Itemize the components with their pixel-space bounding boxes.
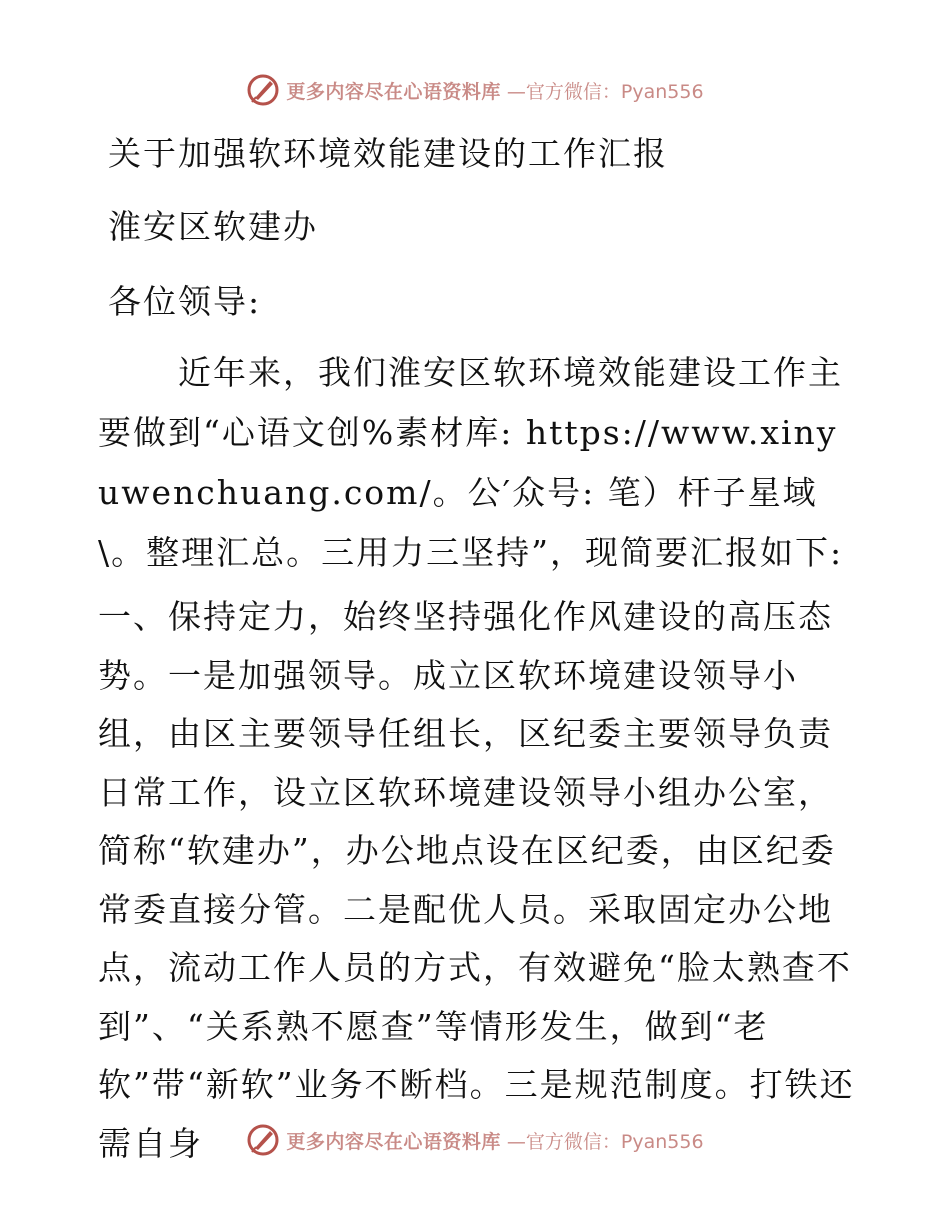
paragraph-intro: 近年来，我们淮安区软环境效能建设工作主要做到“心语文创%素材库: https://www.xinyuwenchuang.com/。公′众号: 笔）杆子星域\。整理汇总。三用力三坚持”，现简要汇报如下:: [98, 353, 844, 572]
document-salutation: 各位领导:: [108, 282, 262, 321]
quill-logo-icon: [246, 1123, 280, 1157]
banner-promo-text: 更多内容尽在心语资料库: [286, 80, 501, 103]
banner-wechat-text: —官方微信：Pyan556: [506, 1130, 704, 1153]
header-banner: [0, 70, 950, 110]
banner-wechat-text: —官方微信：Pyan556: [506, 80, 704, 103]
document-title: 关于加强软环境效能建设的工作汇报: [108, 134, 668, 173]
banner-promo-text: 更多内容尽在心语资料库: [286, 1130, 501, 1153]
paragraph-section-one: 一、保持定力，始终坚持强化作风建设的高压态势。一是加强领导。成立区软环境建设领导小组，由区主要领导任组长，区纪委主要领导负责日常工作，设立区软环境建设领导小组办公室，简称“软建办”，办公地点设在区纪委，由区纪委常委直接分管。二是配优人员。采取固定办公地点，流动工作人员的方式，有效避免“脸太熟查不到”、“关系熟不愿查”等情形发生，做到“老软”带“新软”业务不断档。三是规范制度。打铁还需自身: [98, 597, 855, 1163]
footer-banner: [0, 1120, 950, 1160]
document-organization: 淮安区软建办: [108, 207, 318, 246]
quill-logo-icon: [246, 73, 280, 107]
